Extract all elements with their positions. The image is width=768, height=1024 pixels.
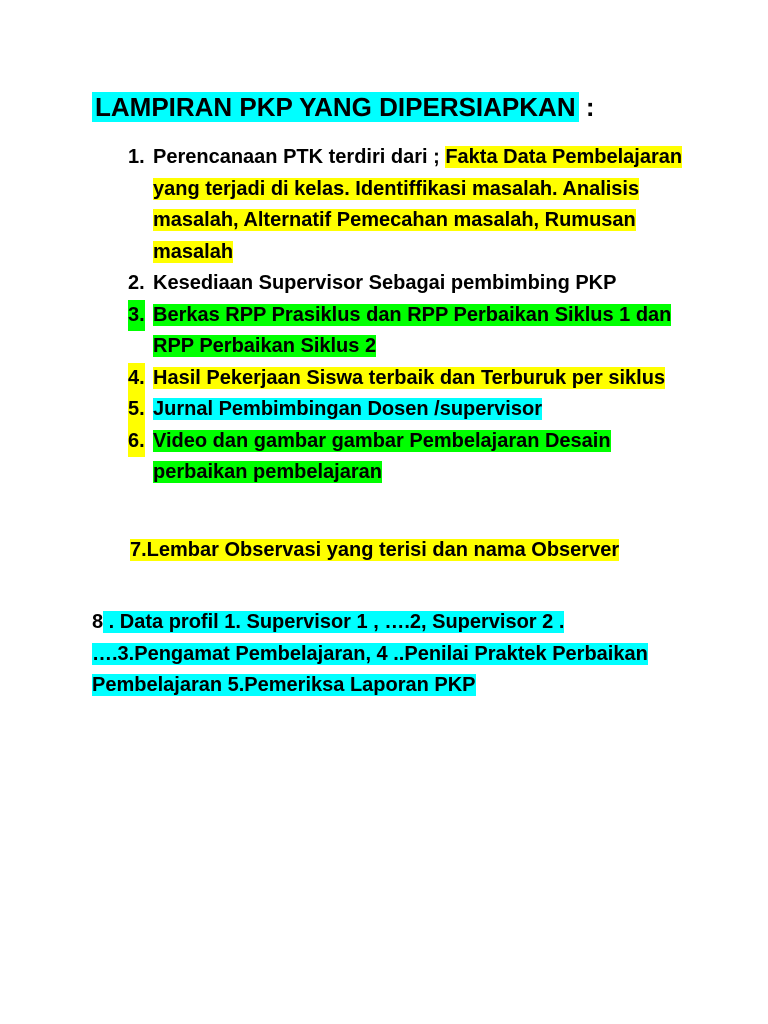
- list-item-number: 1.: [128, 146, 145, 168]
- attachment-list: [128, 142, 688, 489]
- list-item-6: [128, 426, 688, 489]
- list-item-text: Hasil Pekerjaan Siswa terbaik dan Terburuk per siklus: [153, 366, 666, 389]
- list-item-number: 2.: [128, 272, 145, 294]
- list-item-number: 3.: [128, 300, 145, 332]
- list-item-text: 7.Lembar Observasi yang terisi dan nama Observer: [130, 539, 620, 561]
- list-item-text: Video dan gambar gambar Pembelajaran Desain perbaikan pembelajaran: [153, 429, 611, 483]
- list-item-number: 5.: [128, 394, 145, 426]
- list-item-text: . Data profil 1. Supervisor 1 , ….2, Supervisor 2 . ….3.Pengamat Pembelajaran, 4 ..Penilai Praktek Perbaikan Pembelajaran 5.Pemeriksa Laporan PKP: [92, 611, 648, 696]
- list-item-1: [128, 142, 688, 268]
- list-item-number: 8: [92, 611, 104, 633]
- list-item-text: Berkas RPP Prasiklus dan RPP Perbaikan Siklus 1 dan RPP Perbaikan Siklus 2: [153, 303, 672, 357]
- list-item-text: Jurnal Pembimbingan Dosen /supervisor: [153, 398, 542, 420]
- list-item-7: [130, 535, 650, 567]
- list-item-text: Kesediaan Supervisor Sebagai pembimbing PKP: [153, 272, 617, 294]
- list-item-2: [128, 268, 688, 300]
- list-item-text: Perencanaan PTK terdiri dari ;: [153, 146, 446, 168]
- page-title-highlighted: LAMPIRAN PKP YANG DIPERSIAPKAN: [92, 92, 579, 122]
- list-item-5: [128, 394, 688, 426]
- page-title-colon: :: [578, 92, 595, 122]
- list-item-number: 6.: [128, 426, 145, 458]
- list-item-highlighted-text: Fakta Data Pembelajaran yang terjadi di kelas. Identiffikasi masalah. Analisis masalah, Alternatif Pemecahan masalah, Rumusan masalah: [153, 146, 683, 263]
- list-item-number: 4.: [128, 363, 145, 395]
- list-item-4: [128, 363, 688, 395]
- list-item-8: [92, 607, 682, 702]
- list-item-3: [128, 300, 688, 363]
- page-title: [92, 88, 595, 126]
